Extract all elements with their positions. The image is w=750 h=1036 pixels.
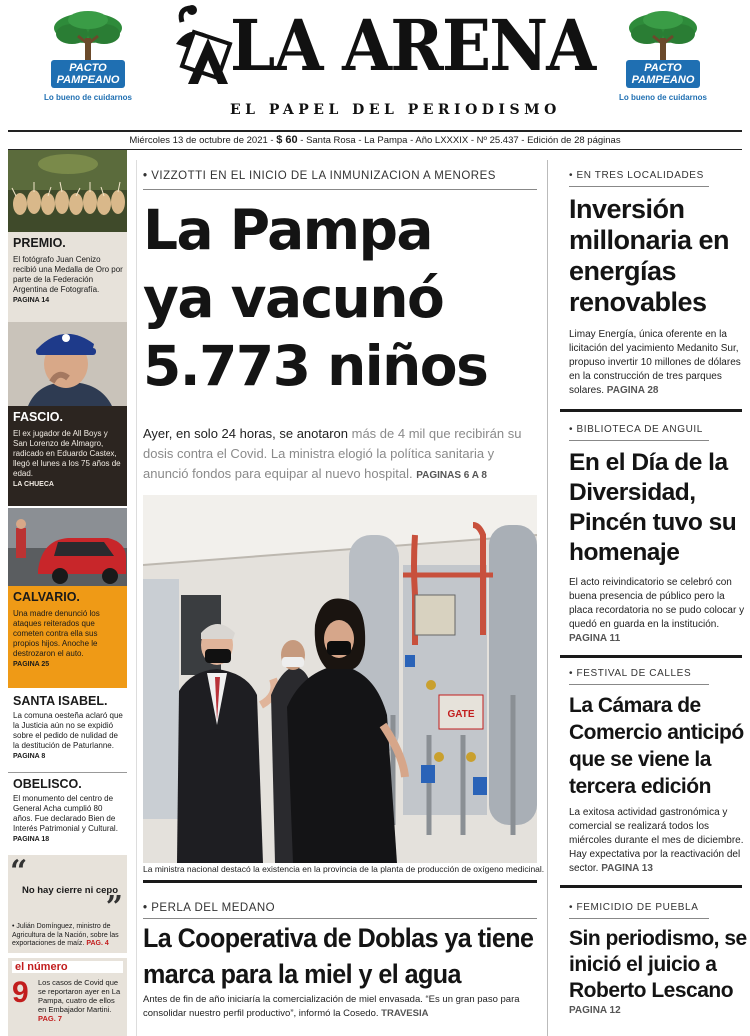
kicker-rule bbox=[569, 186, 709, 187]
second-kicker bbox=[143, 902, 275, 914]
dateline-date: Miércoles 13 de octubre de 2021 - bbox=[129, 135, 277, 146]
brand-title: LA ARENA bbox=[230, 4, 595, 87]
right-story-page: PAGINA 12 bbox=[569, 1005, 621, 1016]
dateline-info: - Santa Rosa - La Pampa - Año LXXXIX - Nº 25.437 - Edición de 28 páginas bbox=[297, 135, 621, 146]
main-lead-page: PAGINAS 6 A 8 bbox=[416, 470, 487, 481]
obelisco-brief[interactable] bbox=[8, 772, 127, 848]
main-headline[interactable] bbox=[143, 196, 543, 400]
main-headline-line3: 5.773 niños bbox=[143, 334, 488, 398]
tree-icon bbox=[48, 10, 128, 62]
main-headline-line2: ya vacunó bbox=[143, 266, 444, 330]
right-story-text-body: El acto reivindicatorio se celebró con buena presencia de público pero la placa recordatoria no se pudo colocar y quedó en guarda en la institución. bbox=[569, 577, 745, 630]
pacto-line2: PAMPEANO bbox=[56, 74, 120, 86]
brief-text bbox=[13, 255, 123, 306]
right-kicker-text: FEMICIDIO DE PUEBLA bbox=[576, 902, 699, 913]
right-story-4-kicker bbox=[569, 902, 698, 913]
el-numero-value: 9 bbox=[12, 976, 29, 1009]
main-photo-caption: La ministra nacional destacó la existencia en la provincia de la planta de producción de oxígeno medicinal. bbox=[143, 864, 545, 874]
pacto-slogan: Lo bueno de cuidarnos bbox=[618, 93, 707, 102]
man-with-cap-image bbox=[8, 322, 127, 406]
calvario-photo[interactable] bbox=[8, 508, 127, 586]
brief-page: PAGINA 14 bbox=[13, 297, 50, 304]
right-story-page: PAGINA 11 bbox=[569, 633, 621, 644]
brief-page: PAGINA 25 bbox=[13, 661, 50, 668]
bullet-icon: • bbox=[143, 170, 152, 182]
brand-subtitle: EL PAPEL DEL PERIODISMO bbox=[230, 102, 561, 118]
santa-isabel-brief[interactable] bbox=[8, 690, 127, 772]
brief-page: PAGINA 18 bbox=[13, 836, 50, 843]
right-kicker-text: FESTIVAL DE CALLES bbox=[576, 668, 692, 679]
kicker-rule bbox=[143, 189, 537, 190]
left-column bbox=[8, 150, 127, 1036]
right-story-1-kicker bbox=[569, 170, 704, 181]
bullet-icon: • bbox=[569, 424, 577, 435]
brief-body: El ex jugador de All Boys y San Lorenzo de Almagro, radicado en Eduardo Castex, llegó el lunes a los 75 años de edad. bbox=[13, 429, 121, 478]
right-story-text-body: Limay Energía, única oferente en la licitación del yacimiento Medanito Sur, propuso invertir 10 millones de dólares en la construcción de tres parques solares. bbox=[569, 329, 741, 396]
brief-text bbox=[13, 609, 123, 670]
kicker-rule bbox=[143, 918, 537, 919]
tree-icon bbox=[623, 10, 703, 62]
pacto-pampeano-logo-right[interactable] bbox=[608, 10, 718, 120]
right-kicker-text: EN TRES LOCALIDADES bbox=[576, 170, 704, 181]
pacto-badge bbox=[51, 60, 126, 88]
kicker-rule bbox=[569, 684, 709, 685]
masthead bbox=[0, 0, 750, 130]
bullet-icon: • bbox=[143, 902, 152, 914]
column-divider-right bbox=[547, 160, 548, 1036]
premio-brief[interactable] bbox=[8, 232, 127, 322]
oxygen-plant-image bbox=[143, 495, 537, 863]
section-rule bbox=[560, 885, 742, 888]
main-lead-body: más de 4 mil que recibirán su dosis contra el Covid. La ministra elogió la política sanitaria y anunció fondos para equipar al nuevo hospital. bbox=[143, 426, 522, 481]
kicker-rule bbox=[569, 918, 709, 919]
second-lead-page: TRAVESIA bbox=[381, 1008, 429, 1019]
brief-title: SANTA ISABEL. bbox=[13, 694, 108, 708]
right-story-page: PAGINA 13 bbox=[601, 863, 653, 874]
quote-page: PAG. 4 bbox=[86, 940, 109, 947]
right-story-4-text bbox=[569, 1004, 747, 1018]
caterpillar-image bbox=[8, 150, 127, 232]
pacto-badge bbox=[626, 60, 701, 88]
right-story-3-headline[interactable]: La Cámara de Comercio anticipó que se viene la tercera edición bbox=[569, 694, 744, 798]
right-story-1-headline[interactable]: Inversión millonaria en energías renovables bbox=[569, 194, 730, 317]
second-lead bbox=[143, 993, 539, 1021]
brief-title: FASCIO. bbox=[13, 410, 64, 424]
brief-title: PREMIO. bbox=[13, 236, 66, 250]
calvario-brief[interactable] bbox=[8, 586, 127, 688]
section-rule bbox=[560, 655, 742, 658]
brief-body: El fotógrafo Juan Cenizo recibió una Medalla de Oro por parte de la Federación Argentina de Fotografía. bbox=[13, 255, 123, 294]
quote-author bbox=[12, 923, 125, 949]
right-story-1-text bbox=[569, 328, 747, 398]
brief-body: La comuna oesteña aclaró que la Justicia aún no se expidió sobre el pedido de nulidad de la destitución de Paturlanne. bbox=[13, 711, 123, 750]
el-numero-text bbox=[38, 978, 124, 1023]
main-kicker bbox=[143, 170, 496, 182]
tank-label: GATE bbox=[447, 709, 475, 720]
brief-text bbox=[13, 794, 123, 845]
brief-page: PAGINA 8 bbox=[13, 753, 46, 760]
right-story-page: PAGINA 28 bbox=[606, 385, 659, 396]
quote-author-text: • Julián Domínguez, ministro de Agricultura de la Nación, sobre las exportaciones de maíz. bbox=[12, 923, 119, 947]
main-headline-line1: La Pampa bbox=[143, 198, 433, 262]
el-numero-body: Los casos de Covid que se reportaron ayer en La Pampa, cuatro de ellos en Embajador Martini. bbox=[38, 978, 121, 1014]
second-lead-body: Antes de fin de año iniciaría la comercialización de miel envasada. “Es un gran paso para consolidar nuestro perfil productivo”, informó la Cosedo. bbox=[143, 994, 520, 1019]
right-kicker-text: BIBLIOTECA DE ANGUIL bbox=[576, 424, 703, 435]
el-numero-box[interactable] bbox=[8, 958, 127, 1036]
main-lead bbox=[143, 424, 539, 486]
main-photo[interactable] bbox=[143, 495, 537, 863]
section-rule bbox=[143, 880, 537, 883]
bullet-icon: • bbox=[569, 668, 577, 679]
fascio-brief[interactable] bbox=[8, 406, 127, 506]
section-rule bbox=[560, 409, 742, 412]
bullet-icon: • bbox=[569, 170, 577, 181]
el-numero-page: PAG. 7 bbox=[38, 1014, 63, 1023]
brief-body: Una madre denunció los ataques reiterados que cometen contra ella sus propios hijos. Anoche le destrozaron el auto. bbox=[13, 609, 100, 658]
open-quote-icon: “ bbox=[10, 855, 28, 889]
pacto-pampeano-logo-left[interactable] bbox=[33, 10, 143, 120]
brief-page: LA CHUECA bbox=[13, 481, 54, 488]
right-story-2-kicker bbox=[569, 424, 703, 435]
dateline-price: $ 60 bbox=[276, 134, 298, 146]
brand-logo[interactable] bbox=[168, 4, 595, 122]
main-lead-strong: Ayer, en solo 24 horas, se anotaron bbox=[143, 426, 349, 441]
bullet-icon: • bbox=[569, 902, 577, 913]
brief-title: CALVARIO. bbox=[13, 590, 80, 604]
quote-box[interactable] bbox=[8, 855, 127, 953]
kicker-rule bbox=[569, 440, 709, 441]
brief-text bbox=[13, 711, 123, 762]
fascio-photo[interactable] bbox=[8, 322, 127, 406]
damaged-car-image bbox=[8, 508, 127, 586]
el-numero-label: el número bbox=[12, 961, 123, 973]
brief-body: El monumento del centro de General Acha cumplió 80 años. Fue declarado Bien de Interés Patrimonial y Cultural. bbox=[13, 794, 118, 833]
second-headline[interactable] bbox=[143, 920, 534, 992]
right-story-text-body: La exitosa actividad gastronómica y comercial se realizará todos los miércoles durante el mes de diciembre. Hay expectativa por la reactivación del sector. bbox=[569, 807, 744, 874]
dateline bbox=[8, 130, 742, 150]
right-story-2-headline[interactable]: En el Día de la Diversidad, Pincén tuvo su homenaje bbox=[569, 449, 737, 566]
main-kicker-text: VIZZOTTI EN EL INICIO DE LA INMUNIZACION A MENORES bbox=[151, 170, 496, 182]
second-kicker-text: PERLA DEL MEDANO bbox=[151, 902, 276, 914]
right-story-3-kicker bbox=[569, 668, 691, 679]
pacto-slogan: Lo bueno de cuidarnos bbox=[43, 93, 132, 102]
column-divider-left bbox=[136, 160, 137, 1036]
brief-title: OBELISCO. bbox=[13, 777, 82, 791]
pacto-line2: PAMPEANO bbox=[631, 74, 695, 86]
brief-text bbox=[13, 429, 123, 490]
second-headline-line1: La Cooperativa de Doblas ya tiene bbox=[143, 923, 534, 953]
close-quote-icon: ” bbox=[105, 890, 123, 925]
right-story-3-text bbox=[569, 806, 747, 876]
premio-photo[interactable] bbox=[8, 150, 127, 232]
right-story-2-text bbox=[569, 576, 747, 646]
right-story-4-headline[interactable]: Sin periodismo, se inició el juicio a Roberto Lescano bbox=[569, 927, 747, 1002]
pacto-line1: PACTO bbox=[69, 62, 107, 74]
second-headline-line2: marca para la miel y el agua bbox=[143, 959, 461, 989]
pacto-line1: PACTO bbox=[644, 62, 682, 74]
quote-text: No hay cierre ni cepo bbox=[21, 885, 119, 896]
